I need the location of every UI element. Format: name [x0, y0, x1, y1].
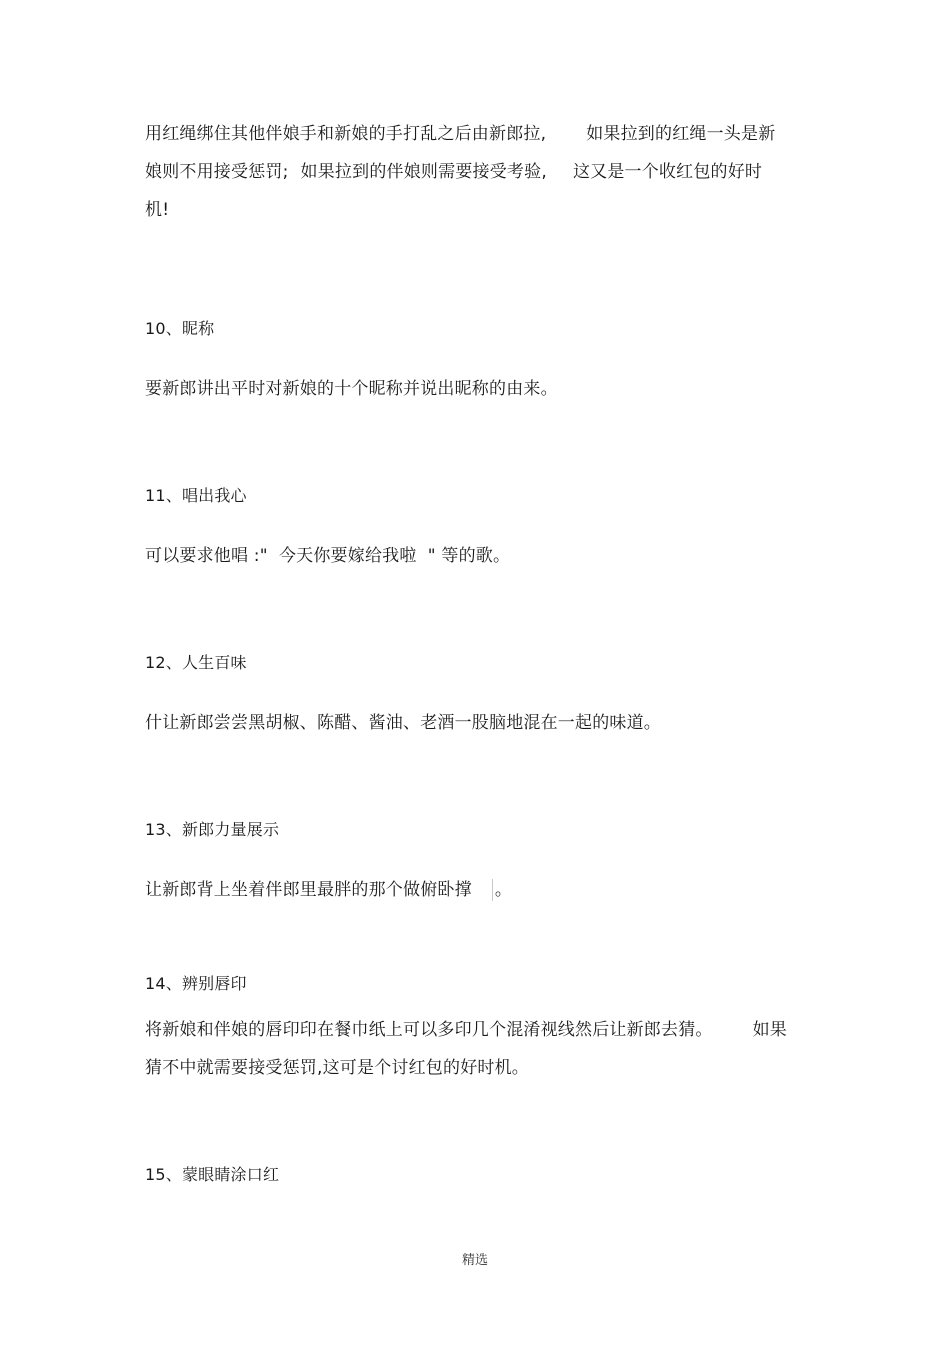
section-heading: 15、蒙眼睛涂口红 — [145, 1165, 280, 1184]
text-run: 娘则不用接受惩罚; — [145, 162, 289, 182]
section-heading: 12、人生百味 — [145, 653, 247, 672]
text-run: 这又是一个收红包的好时 — [572, 162, 763, 182]
section-body: 什让新郎尝尝黑胡椒、陈醋、酱油、老酒一股脑地混在一起的味道。 — [145, 713, 661, 733]
text-run: 。 — [494, 880, 513, 900]
section-body — [145, 1020, 787, 1040]
paragraph-line: 机! — [145, 200, 170, 220]
section-heading: 11、唱出我心 — [145, 486, 247, 505]
section-heading: 13、新郎力量展示 — [145, 820, 280, 839]
paragraph-line — [145, 162, 762, 182]
text-run: 如果拉到的红绳一头是新 — [586, 124, 776, 144]
section-body: 可以要求他唱 :" 今天你要嫁给我啦 " 等的歌。 — [145, 546, 511, 566]
text-run: 让新郎背上坐着伴郎里最胖的那个做俯卧撑 — [145, 880, 472, 900]
section-heading: 14、辨别唇印 — [145, 974, 247, 993]
section-body: 要新郎讲出平时对新娘的十个昵称并说出昵称的由来。 — [145, 379, 558, 399]
page-footer: 精选 — [461, 1253, 488, 1268]
text-cursor-mark — [492, 879, 493, 901]
text-run: 用红绳绑住其他伴娘手和新娘的手打乱之后由新郎拉, — [145, 124, 547, 144]
text-run: 如果拉到的伴娘则需要接受考验, — [300, 162, 547, 182]
section-heading: 10、昵称 — [145, 319, 215, 338]
text-run: 如果 — [752, 1020, 788, 1040]
paragraph-line — [145, 124, 775, 144]
section-body — [145, 879, 512, 901]
section-body: 猜不中就需要接受惩罚,这可是个讨红包的好时机。 — [145, 1058, 530, 1078]
text-run: 将新娘和伴娘的唇印印在餐巾纸上可以多印几个混淆视线然后让新郎去猜。 — [145, 1020, 713, 1040]
